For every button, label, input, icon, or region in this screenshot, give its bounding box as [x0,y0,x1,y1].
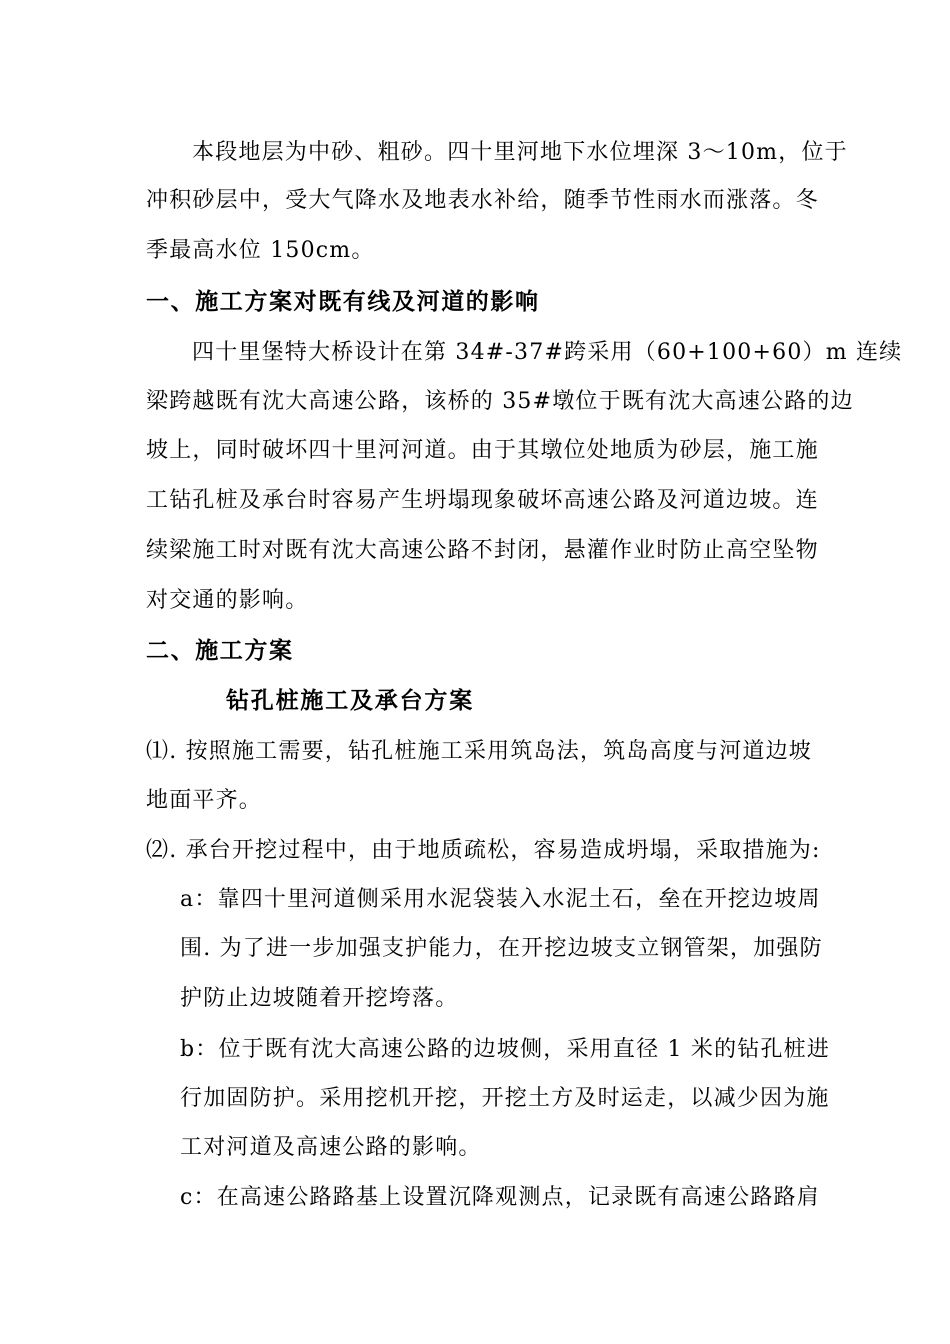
paragraph-line: 梁跨越既有沈大高速公路，该桥的 35#墩位于既有沈大高速公路的边 [146,389,854,414]
paragraph-line: 工钻孔桩及承台时容易产生坍塌现象破坏高速公路及河道边坡。连 [146,488,819,513]
measure-line: 围. 为了进一步加强支护能力，在开挖边坡支立钢管架，加强防 [180,936,823,961]
paragraph-line: 季最高水位 150cm。 [146,238,375,263]
measure-line: 工对河道及高速公路的影响。 [180,1135,482,1160]
section-heading: 一、施工方案对既有线及河道的影响 [146,288,540,315]
sub-heading: 钻孔桩施工及承台方案 [226,687,474,714]
measure-line: c：在高速公路路基上设置沉降观测点，记录既有高速公路路肩 [180,1185,820,1210]
section-heading: 二、施工方案 [146,637,294,664]
paragraph-line: 本段地层为中砂、粗砂。四十里河地下水位埋深 3～10m，位于 [192,140,848,165]
list-item-line: ⑴. 按照施工需要，钻孔桩施工采用筑岛法，筑岛高度与河道边坡 [146,739,812,764]
measure-line: a：靠四十里河道侧采用水泥袋装入水泥土石，垒在开挖边坡周 [180,887,821,912]
measure-line: 行加固防护。采用挖机开挖，开挖土方及时运走，以减少因为施 [180,1086,830,1111]
paragraph-line: 续梁施工时对既有沈大高速公路不封闭，悬灌作业时防止高空坠物 [146,538,819,563]
paragraph-line: 冲积砂层中，受大气降水及地表水补给，随季节性雨水而涨落。冬 [146,188,819,213]
measure-line: 护防止边坡随着开挖垮落。 [180,986,459,1011]
list-item-line: 地面平齐。 [146,788,263,813]
paragraph-line: 对交通的影响。 [146,588,309,613]
measure-line: b：位于既有沈大高速公路的边坡侧，采用直径 1 米的钻孔桩进 [180,1037,831,1062]
paragraph-line: 四十里堡特大桥设计在第 34#-37#跨采用（60+100+60）m 连续 [192,340,903,365]
list-item-line: ⑵. 承台开挖过程中，由于地质疏松，容易造成坍塌，采取措施为: [146,838,821,863]
paragraph-line: 坡上，同时破坏四十里河河道。由于其墩位处地质为砂层，施工施 [146,438,819,463]
